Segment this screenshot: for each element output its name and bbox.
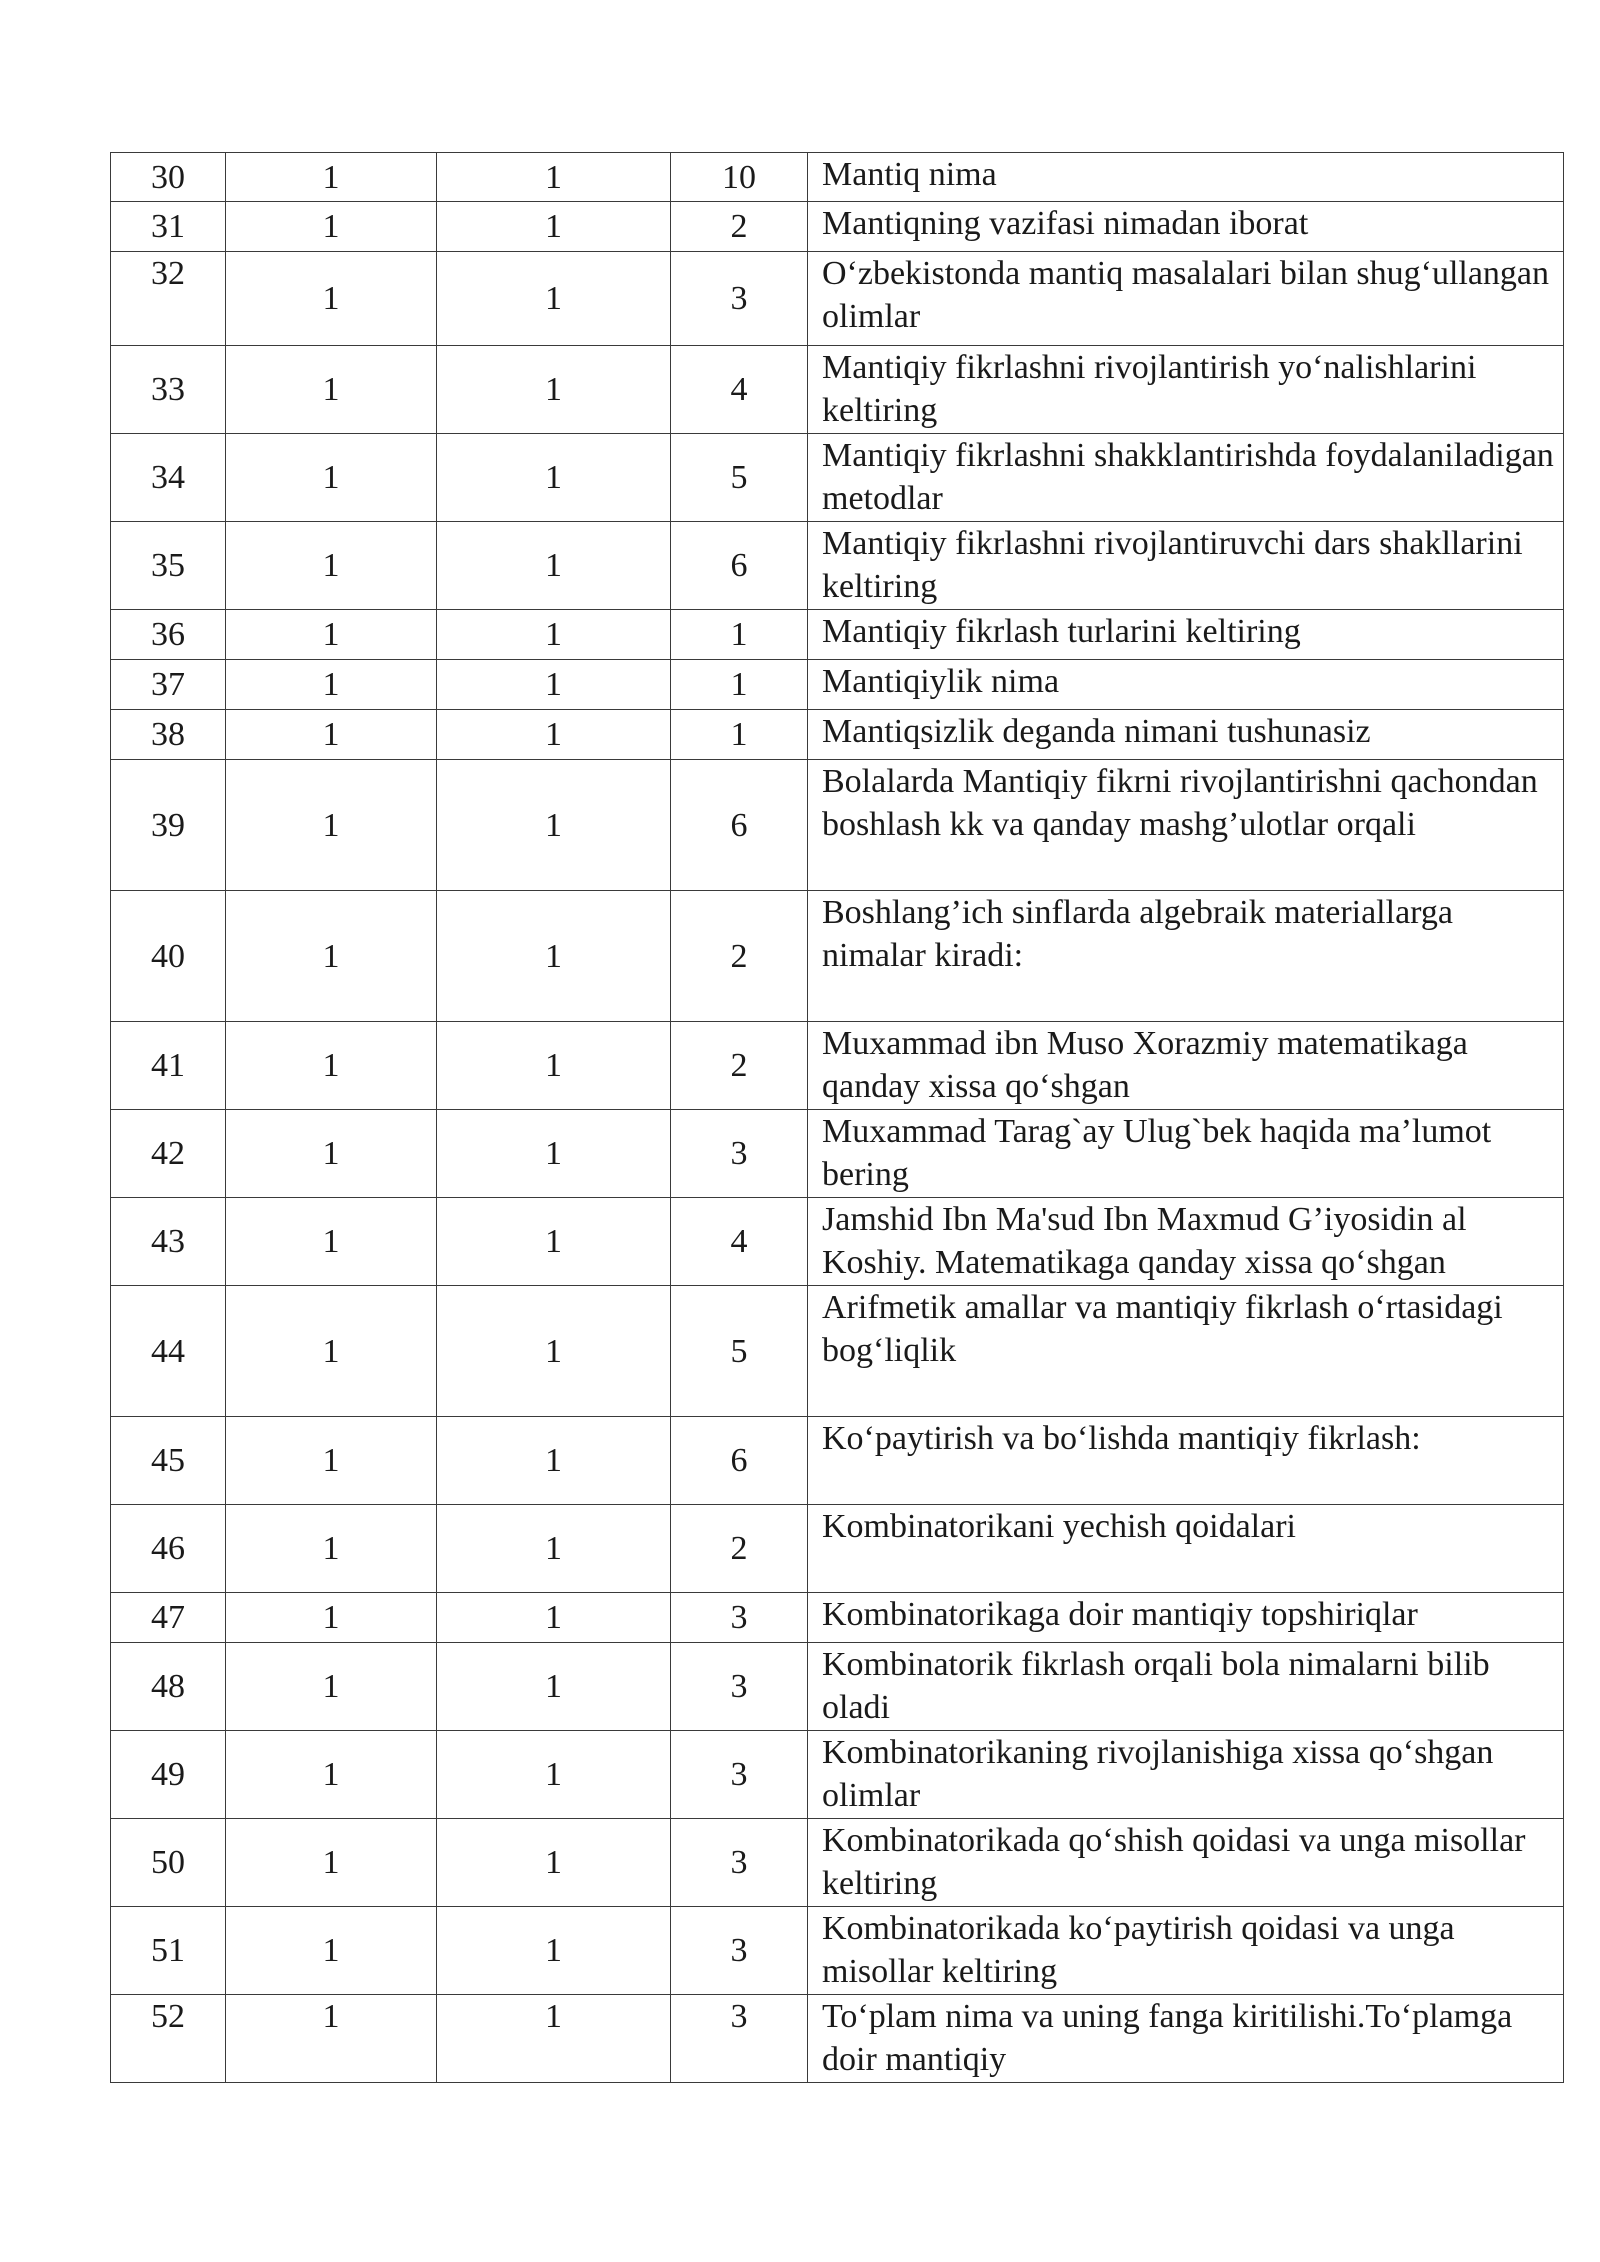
cell-col2: 1 xyxy=(226,1995,437,2083)
cell-col3: 1 xyxy=(437,202,671,252)
cell-col2: 1 xyxy=(226,1731,437,1819)
cell-score: 5 xyxy=(671,434,808,522)
cell-question: Arifmetik amallar va mantiqiy fikrlash o‘rtasidagi bog‘liqlik xyxy=(808,1286,1564,1417)
table-row xyxy=(111,1995,1564,2083)
cell-col3: 1 xyxy=(437,1286,671,1417)
cell-col2: 1 xyxy=(226,346,437,434)
cell-number: 52 xyxy=(111,1995,226,2083)
cell-number: 41 xyxy=(111,1022,226,1110)
cell-question: Jamshid Ibn Ma'sud Ibn Maxmud G’iyosidin al Koshiy. Matematikaga qanday xissa qo‘shgan xyxy=(808,1198,1564,1286)
cell-question: Kombinatorikani yechish qoidalari xyxy=(808,1505,1564,1593)
cell-col2: 1 xyxy=(226,1417,437,1505)
cell-score: 4 xyxy=(671,346,808,434)
cell-score: 3 xyxy=(671,1907,808,1995)
cell-col3: 1 xyxy=(437,1198,671,1286)
table-row xyxy=(111,710,1564,760)
cell-col2: 1 xyxy=(226,610,437,660)
cell-number: 42 xyxy=(111,1110,226,1198)
cell-col3: 1 xyxy=(437,346,671,434)
cell-question: Muxammad ibn Muso Xorazmiy matematikaga qanday xissa qo‘shgan xyxy=(808,1022,1564,1110)
cell-col2: 1 xyxy=(226,1198,437,1286)
cell-number: 44 xyxy=(111,1286,226,1417)
cell-score: 2 xyxy=(671,202,808,252)
cell-col3: 1 xyxy=(437,1022,671,1110)
cell-question: To‘plam nima va uning fanga kiritilishi.To‘plamga doir mantiqiy xyxy=(808,1995,1564,2083)
cell-question: Ko‘paytirish va bo‘lishda mantiqiy fikrlash: xyxy=(808,1417,1564,1505)
cell-number: 34 xyxy=(111,434,226,522)
cell-col2: 1 xyxy=(226,434,437,522)
cell-number: 38 xyxy=(111,710,226,760)
table-row xyxy=(111,1022,1564,1110)
cell-col3: 1 xyxy=(437,252,671,346)
table-row xyxy=(111,1505,1564,1593)
cell-col3: 1 xyxy=(437,1643,671,1731)
cell-score: 3 xyxy=(671,1593,808,1643)
cell-number: 33 xyxy=(111,346,226,434)
cell-score: 2 xyxy=(671,1505,808,1593)
cell-score: 1 xyxy=(671,710,808,760)
cell-question: Kombinatorikaning rivojlanishiga xissa qo‘shgan olimlar xyxy=(808,1731,1564,1819)
cell-question: Kombinatorik fikrlash orqali bola nimalarni bilib oladi xyxy=(808,1643,1564,1731)
cell-col3: 1 xyxy=(437,1819,671,1907)
cell-number: 36 xyxy=(111,610,226,660)
cell-score: 3 xyxy=(671,1110,808,1198)
table-row xyxy=(111,1593,1564,1643)
cell-col2: 1 xyxy=(226,1505,437,1593)
cell-col3: 1 xyxy=(437,610,671,660)
cell-score: 3 xyxy=(671,1731,808,1819)
cell-score: 3 xyxy=(671,252,808,346)
cell-score: 6 xyxy=(671,760,808,891)
cell-col3: 1 xyxy=(437,1417,671,1505)
cell-col2: 1 xyxy=(226,760,437,891)
cell-question: Mantiqiy fikrlash turlarini keltiring xyxy=(808,610,1564,660)
table-row xyxy=(111,434,1564,522)
cell-number: 30 xyxy=(111,153,226,202)
cell-number: 39 xyxy=(111,760,226,891)
cell-number: 31 xyxy=(111,202,226,252)
cell-col3: 1 xyxy=(437,153,671,202)
cell-col2: 1 xyxy=(226,1110,437,1198)
table-row xyxy=(111,660,1564,710)
table-row xyxy=(111,1819,1564,1907)
table-row xyxy=(111,1417,1564,1505)
table-row xyxy=(111,153,1564,202)
cell-col2: 1 xyxy=(226,1022,437,1110)
cell-col3: 1 xyxy=(437,1907,671,1995)
cell-number: 47 xyxy=(111,1593,226,1643)
cell-question: Mantiqiylik nima xyxy=(808,660,1564,710)
table-row xyxy=(111,252,1564,346)
cell-col2: 1 xyxy=(226,252,437,346)
cell-score: 2 xyxy=(671,1022,808,1110)
cell-col3: 1 xyxy=(437,522,671,610)
table-row xyxy=(111,760,1564,891)
questions-table-body xyxy=(111,153,1564,2083)
table-row xyxy=(111,1731,1564,1819)
cell-question: Bolalarda Mantiqiy fikrni rivojlantirishni qachondan boshlash kk va qanday mashg’ulotlar orqali xyxy=(808,760,1564,891)
cell-col3: 1 xyxy=(437,660,671,710)
questions-table xyxy=(110,152,1564,2083)
table-row xyxy=(111,1286,1564,1417)
table-row xyxy=(111,1907,1564,1995)
table-row xyxy=(111,522,1564,610)
cell-col2: 1 xyxy=(226,1593,437,1643)
cell-score: 5 xyxy=(671,1286,808,1417)
cell-col3: 1 xyxy=(437,1593,671,1643)
cell-col3: 1 xyxy=(437,1995,671,2083)
cell-score: 2 xyxy=(671,891,808,1022)
cell-col2: 1 xyxy=(226,153,437,202)
table-row xyxy=(111,1198,1564,1286)
cell-question: Kombinatorikaga doir mantiqiy topshiriqlar xyxy=(808,1593,1564,1643)
cell-score: 4 xyxy=(671,1198,808,1286)
cell-col3: 1 xyxy=(437,1505,671,1593)
table-row xyxy=(111,1643,1564,1731)
cell-number: 50 xyxy=(111,1819,226,1907)
cell-col2: 1 xyxy=(226,1819,437,1907)
cell-col3: 1 xyxy=(437,434,671,522)
cell-number: 51 xyxy=(111,1907,226,1995)
cell-col2: 1 xyxy=(226,891,437,1022)
cell-score: 10 xyxy=(671,153,808,202)
cell-number: 46 xyxy=(111,1505,226,1593)
cell-question: Mantiqning vazifasi nimadan iborat xyxy=(808,202,1564,252)
cell-score: 6 xyxy=(671,522,808,610)
cell-col2: 1 xyxy=(226,202,437,252)
cell-col3: 1 xyxy=(437,891,671,1022)
cell-question: Muxammad Tarag`ay Ulug`bek haqida ma’lumot bering xyxy=(808,1110,1564,1198)
cell-question: Mantiq nima xyxy=(808,153,1564,202)
table-row xyxy=(111,346,1564,434)
cell-col3: 1 xyxy=(437,710,671,760)
table-row xyxy=(111,891,1564,1022)
cell-col2: 1 xyxy=(226,660,437,710)
cell-question: Mantiqsizlik deganda nimani tushunasiz xyxy=(808,710,1564,760)
cell-number: 32 xyxy=(111,252,226,346)
cell-col3: 1 xyxy=(437,1110,671,1198)
cell-number: 45 xyxy=(111,1417,226,1505)
cell-col3: 1 xyxy=(437,760,671,891)
cell-question: Mantiqiy fikrlashni shakklantirishda foydalaniladigan metodlar xyxy=(808,434,1564,522)
cell-number: 40 xyxy=(111,891,226,1022)
cell-col2: 1 xyxy=(226,710,437,760)
cell-score: 1 xyxy=(671,660,808,710)
table-row xyxy=(111,1110,1564,1198)
cell-col3: 1 xyxy=(437,1731,671,1819)
cell-col2: 1 xyxy=(226,1286,437,1417)
cell-number: 35 xyxy=(111,522,226,610)
cell-question: Boshlang’ich sinflarda algebraik materiallarga nimalar kiradi: xyxy=(808,891,1564,1022)
cell-question: Mantiqiy fikrlashni rivojlantirish yo‘nalishlarini keltiring xyxy=(808,346,1564,434)
cell-question: O‘zbekistonda mantiq masalalari bilan shug‘ullangan olimlar xyxy=(808,252,1564,346)
cell-score: 6 xyxy=(671,1417,808,1505)
cell-number: 49 xyxy=(111,1731,226,1819)
cell-question: Kombinatorikada qo‘shish qoidasi va unga misollar keltiring xyxy=(808,1819,1564,1907)
cell-number: 37 xyxy=(111,660,226,710)
cell-col2: 1 xyxy=(226,1907,437,1995)
cell-question: Mantiqiy fikrlashni rivojlantiruvchi dars shakllarini keltiring xyxy=(808,522,1564,610)
cell-col2: 1 xyxy=(226,522,437,610)
table-row xyxy=(111,202,1564,252)
cell-number: 48 xyxy=(111,1643,226,1731)
cell-score: 3 xyxy=(671,1819,808,1907)
cell-score: 3 xyxy=(671,1995,808,2083)
cell-question: Kombinatorikada ko‘paytirish qoidasi va unga misollar keltiring xyxy=(808,1907,1564,1995)
cell-col2: 1 xyxy=(226,1643,437,1731)
cell-number: 43 xyxy=(111,1198,226,1286)
cell-score: 1 xyxy=(671,610,808,660)
table-row xyxy=(111,610,1564,660)
cell-score: 3 xyxy=(671,1643,808,1731)
